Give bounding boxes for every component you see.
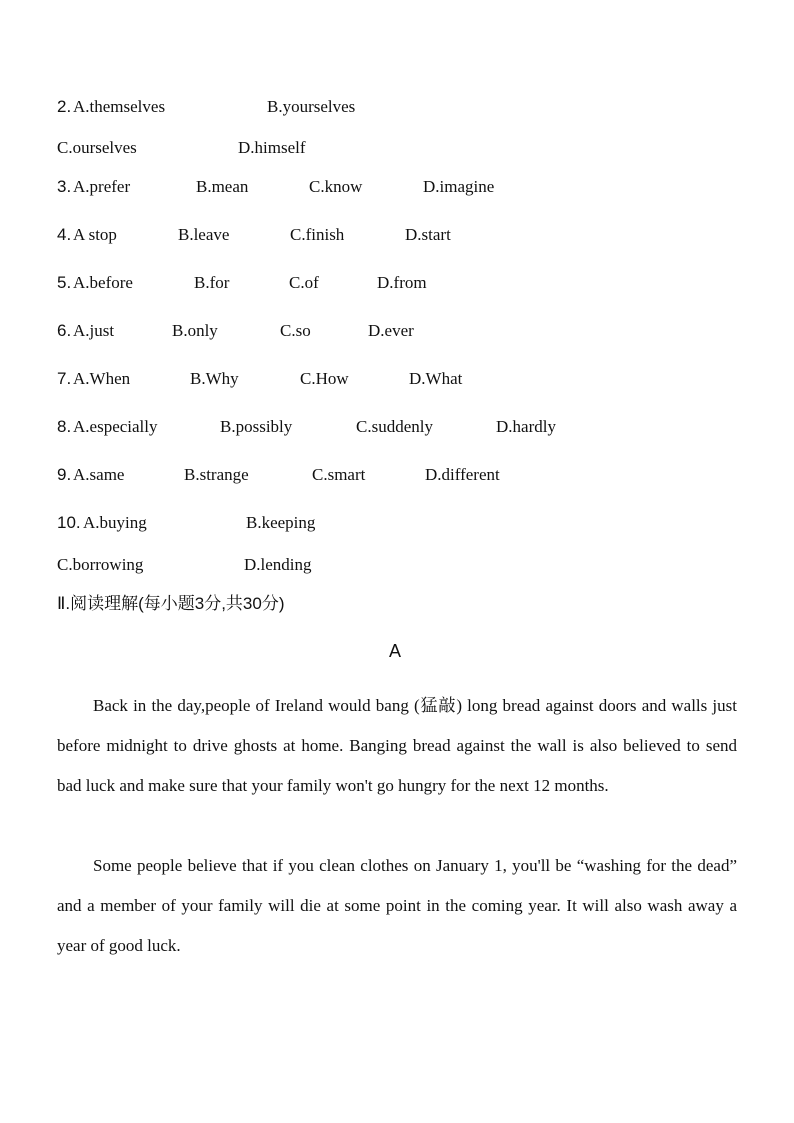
option-b: B.only — [172, 321, 218, 340]
option-d: D.himself — [238, 138, 306, 157]
option-c: C.How — [300, 369, 349, 388]
option-b: B.leave — [178, 225, 230, 244]
option-d: D.imagine — [423, 177, 495, 196]
option-d: D.What — [409, 369, 463, 388]
passage-paragraph-2: Some people believe that if you clean clothes on January 1, you'll be “washing for the dead” and a member of your family will die at some point in the coming year. It will also wash away a year of good luck. — [57, 856, 737, 955]
option-d: D.different — [425, 465, 500, 484]
option-a: A.themselves — [73, 97, 166, 116]
option-a: A.before — [73, 273, 133, 292]
question-number: 5. — [57, 273, 72, 292]
passage-paragraph-1: Back in the day,people of Ireland would bang (猛敲) long bread against doors and walls just before midnight to drive ghosts at home. Banging bread against the wall is also believed to send bad luck and make sure that your family won't go hungry for the next 12 months. — [57, 696, 737, 795]
option-c: C.know — [309, 177, 363, 196]
passage-label: A — [389, 641, 402, 661]
option-c: C.ourselves — [57, 138, 137, 157]
option-b: B.keeping — [246, 513, 316, 532]
question-number: 10. — [57, 513, 81, 532]
question-number: 7. — [57, 369, 72, 388]
option-d: D.ever — [368, 321, 414, 340]
option-d: D.lending — [244, 555, 312, 574]
option-a: A.buying — [83, 513, 147, 532]
option-c: C.of — [289, 273, 319, 292]
option-c: C.smart — [312, 465, 366, 484]
option-a: A.especially — [73, 417, 158, 436]
option-d: D.start — [405, 225, 451, 244]
option-b: B.strange — [184, 465, 249, 484]
option-b: B.possibly — [220, 417, 293, 436]
option-d: D.from — [377, 273, 427, 292]
option-c: C.finish — [290, 225, 345, 244]
question-number: 3. — [57, 177, 72, 196]
question-number: 2. — [57, 97, 72, 116]
question-number: 9. — [57, 465, 72, 484]
option-a: A.When — [73, 369, 131, 388]
question-number: 4. — [57, 225, 72, 244]
option-b: B.yourselves — [267, 97, 356, 116]
option-c: C.suddenly — [356, 417, 433, 436]
option-b: B.mean — [196, 177, 249, 196]
option-a: A.prefer — [73, 177, 131, 196]
option-b: B.Why — [190, 369, 239, 388]
option-c: C.so — [280, 321, 311, 340]
question-number: 8. — [57, 417, 72, 436]
option-a: A.just — [73, 321, 115, 340]
question-number: 6. — [57, 321, 72, 340]
option-a: A.same — [73, 465, 125, 484]
option-d: D.hardly — [496, 417, 556, 436]
option-a: A stop — [73, 225, 117, 244]
section-title: Ⅱ.阅读理解(每小题3分,共30分) — [57, 594, 285, 613]
option-c: C.borrowing — [57, 555, 144, 574]
option-b: B.for — [194, 273, 230, 292]
